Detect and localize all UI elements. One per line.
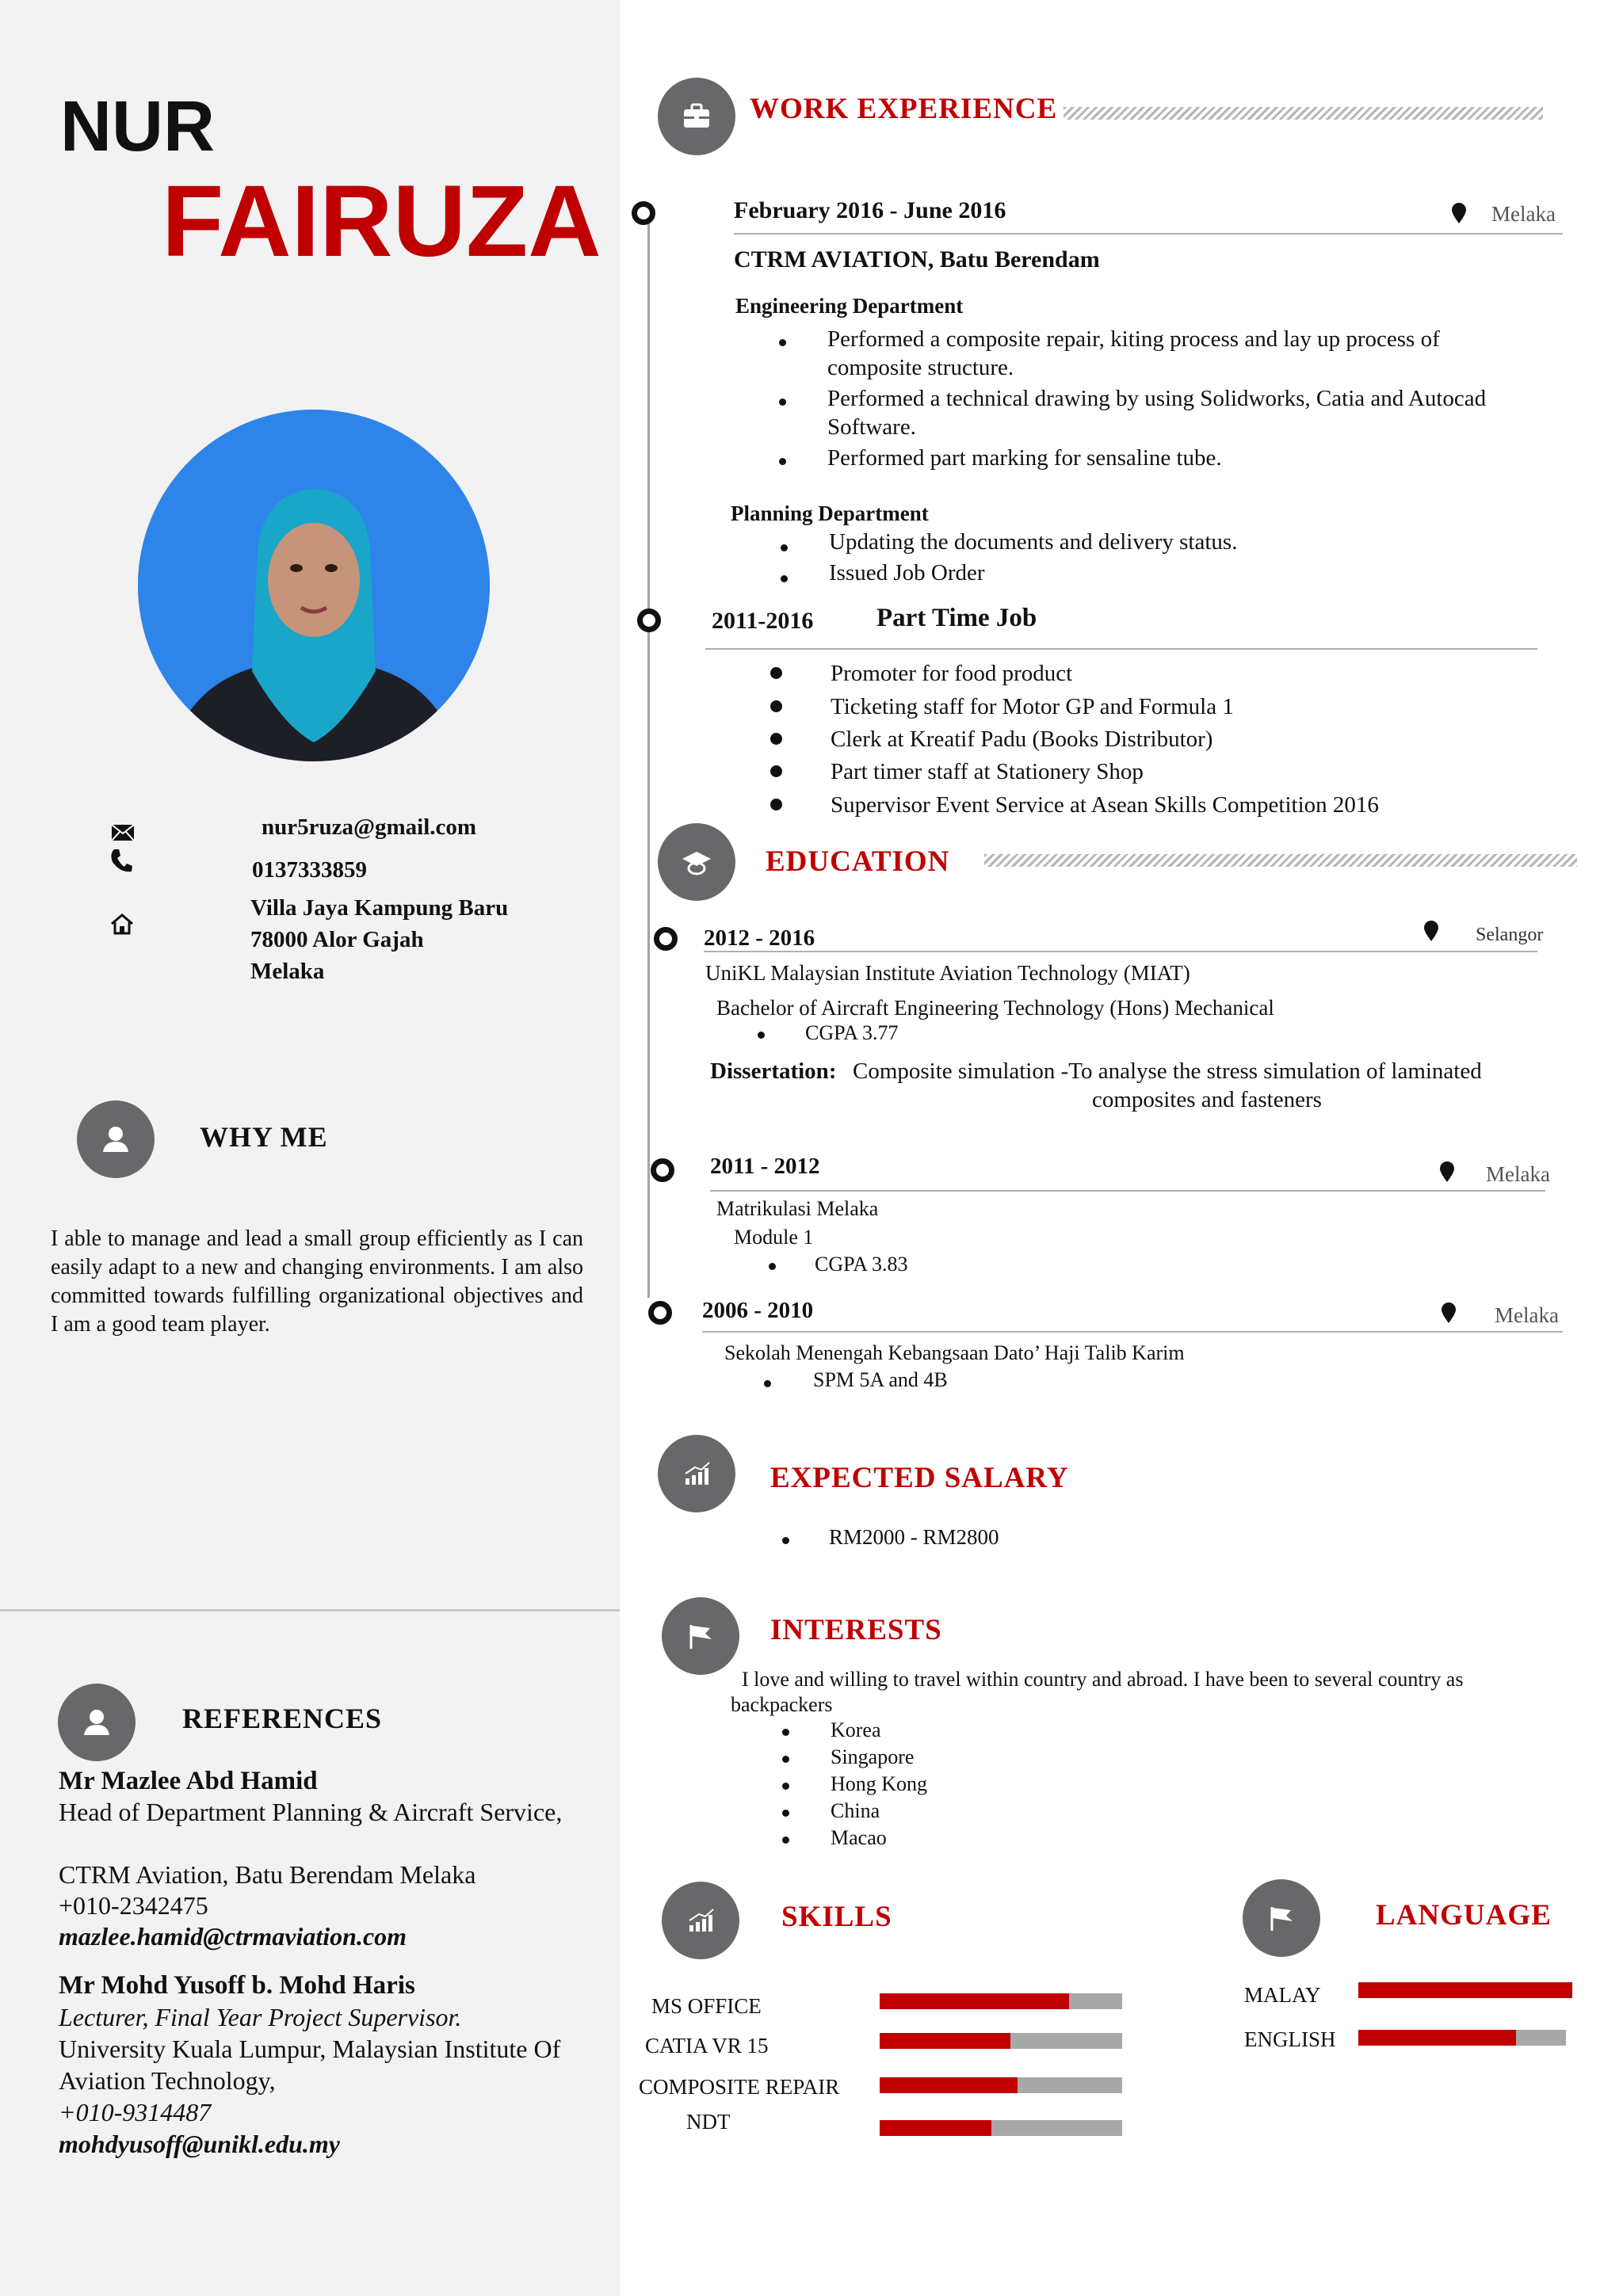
edu1-dissertation-label: Dissertation: [710, 1058, 837, 1084]
education-icon-badge [658, 823, 735, 901]
job1-dept2: Planning Department [731, 502, 929, 525]
bullet [782, 1729, 789, 1736]
job1-dept1-item2: Performed a technical drawing by using Solidworks, Catia and Autocad Software. [827, 386, 1487, 440]
location-pin-icon [1423, 921, 1440, 941]
edu3-result: SPM 5A and 4B [813, 1368, 948, 1391]
contact-address-line1: Villa Jaya Kampung Baru [250, 895, 509, 921]
location-pin-icon [1438, 1161, 1456, 1182]
ref1-name: Mr Mazlee Abd Hamid [59, 1767, 318, 1795]
ref1-role: Head of Department Planning & Aircraft Service, [59, 1798, 563, 1826]
skill-label-1: MS OFFICE [651, 1994, 762, 2018]
bullet [782, 1836, 789, 1844]
user-icon [78, 1703, 116, 1741]
why-me-icon-badge [77, 1100, 155, 1178]
edu1-cgpa: CGPA 3.77 [805, 1021, 899, 1044]
skill-bar-4-fill [880, 2120, 991, 2136]
last-name: FAIRUZA [162, 165, 601, 278]
salary-value: RM2000 - RM2800 [829, 1525, 999, 1549]
contact-address-line2: 78000 Alor Gajah [250, 927, 424, 952]
briefcase-icon [678, 97, 716, 135]
work-icon-badge [658, 78, 735, 155]
bullet [764, 1380, 771, 1387]
job1-rule [734, 233, 1563, 235]
timeline-dot [637, 608, 661, 632]
skills-icon-badge [662, 1882, 739, 1959]
edu2-rule [710, 1190, 1545, 1192]
job2-title: Part Time Job [876, 604, 1037, 632]
skill-bar-2 [880, 2033, 1122, 2049]
edu1-degree: Bachelor of Aircraft Engineering Technology (Hons) Mechanical [716, 996, 1274, 1020]
skill-bar-1-fill [880, 1993, 1069, 2009]
timeline-dot [632, 201, 655, 225]
bullet [782, 1810, 789, 1817]
interest-country-4: China [831, 1799, 880, 1822]
job1-dept2-item1: Updating the documents and delivery status. [829, 529, 1238, 555]
timeline-line [647, 212, 650, 1298]
edu1-dissertation-text2: composites and fasteners [1092, 1087, 1322, 1112]
contact-phone[interactable]: 0137333859 [252, 857, 367, 883]
edu2-school: Matrikulasi Melaka [716, 1197, 879, 1220]
why-me-text: I able to manage and lead a small group efficiently as I can easily adapt to a new and changing environments. I am also committed towards fulfilling organizational objectives and I am a good team player. [51, 1226, 583, 1337]
references-title: REFERENCES [182, 1703, 383, 1734]
growth-chart-icon [682, 1901, 720, 1939]
ref1-email[interactable]: mazlee.hamid@ctrmaviation.com [59, 1922, 407, 1951]
bullet [770, 667, 782, 679]
job1-company: CTRM AVIATION, Batu Berendam [734, 246, 1100, 273]
first-name: NUR [60, 87, 215, 166]
edu3-period: 2006 - 2010 [702, 1298, 814, 1323]
contact-email[interactable]: nur5ruza@gmail.com [262, 814, 477, 840]
edu2-period: 2011 - 2012 [710, 1154, 820, 1179]
interests-line1: I love and willing to travel within country and abroad. I have been to several country as [742, 1668, 1464, 1691]
education-title-rule [984, 854, 1577, 867]
location-pin-icon [1440, 1302, 1457, 1323]
user-icon [97, 1120, 135, 1158]
interests-line2: backpackers [731, 1693, 833, 1716]
ref2-name: Mr Mohd Yusoff b. Mohd Haris [59, 1971, 415, 2000]
edu1-location: Selangor [1476, 925, 1544, 945]
ref2-email[interactable]: mohdyusoff@unikl.edu.my [59, 2130, 340, 2158]
references-icon-badge [58, 1684, 136, 1761]
sidebar-divider [0, 1609, 620, 1611]
person-portrait-icon [138, 410, 490, 761]
edu1-rule [704, 951, 1537, 952]
why-me-title: WHY ME [200, 1121, 328, 1153]
edu2-module: Module 1 [734, 1226, 814, 1249]
skill-bar-3-fill [880, 2077, 1018, 2093]
graduation-cap-icon [678, 843, 716, 881]
salary-title: EXPECTED SALARY [770, 1462, 1069, 1494]
timeline-dot [648, 1301, 672, 1325]
job2-item3: Clerk at Kreatif Padu (Books Distributor) [831, 727, 1213, 752]
job1-dept1: Engineering Department [735, 294, 964, 318]
envelope-icon [111, 824, 135, 841]
education-title: EDUCATION [766, 845, 950, 878]
phone-icon [109, 848, 133, 873]
flag-icon [682, 1617, 720, 1655]
edu1-period: 2012 - 2016 [704, 925, 815, 951]
work-title-rule [1064, 107, 1543, 120]
bullet [779, 399, 786, 406]
language-bar-2-fill [1358, 2030, 1516, 2046]
bullet [769, 1263, 776, 1270]
ref1-phone: +010-2342475 [59, 1891, 208, 1920]
interests-title: INTERESTS [770, 1614, 942, 1646]
language-bar-1-fill [1358, 1982, 1572, 1998]
bullet [779, 458, 786, 465]
growth-chart-icon [678, 1455, 716, 1493]
interest-country-2: Singapore [831, 1745, 915, 1768]
skill-bar-4 [880, 2120, 1122, 2136]
edu3-rule [702, 1331, 1563, 1333]
edu1-school: UniKL Malaysian Institute Aviation Technology (MIAT) [705, 961, 1190, 985]
edu2-location: Melaka [1486, 1162, 1550, 1186]
language-label-1: MALAY [1244, 1983, 1321, 2007]
profile-photo [138, 410, 490, 761]
interests-icon-badge [662, 1597, 739, 1675]
skills-title: SKILLS [781, 1901, 892, 1933]
flag-icon [1262, 1899, 1300, 1937]
bullet [770, 799, 782, 810]
timeline-dot [654, 927, 678, 951]
language-bar-1 [1358, 1982, 1572, 1998]
interest-country-1: Korea [831, 1718, 881, 1741]
job2-item4: Part timer staff at Stationery Shop [831, 759, 1144, 784]
job1-dept1-item1: Performed a composite repair, kiting process and lay up process of composite structure. [827, 326, 1440, 380]
bullet [770, 700, 782, 712]
skill-bar-1 [880, 1993, 1122, 2009]
edu3-school: Sekolah Menengah Kebangsaan Dato’ Haji Talib Karim [724, 1341, 1185, 1364]
skill-label-4: NDT [686, 2110, 731, 2134]
skill-label-2: CATIA VR 15 [645, 2034, 769, 2058]
job1-period: February 2016 - June 2016 [734, 197, 1006, 223]
language-bar-2 [1358, 2030, 1566, 2046]
location-pin-icon [1450, 203, 1468, 223]
edu2-cgpa: CGPA 3.83 [815, 1253, 908, 1276]
job2-period: 2011-2016 [712, 608, 814, 634]
job2-item2: Ticketing staff for Motor GP and Formula 1 [831, 694, 1234, 719]
skill-label-3: COMPOSITE REPAIR [639, 2075, 840, 2099]
job2-item5: Supervisor Event Service at Asean Skills Competition 2016 [831, 792, 1379, 818]
ref1-org: CTRM Aviation, Batu Berendam Melaka [59, 1860, 476, 1889]
bullet [782, 1783, 789, 1790]
language-label-2: ENGLISH [1244, 2027, 1336, 2051]
ref2-org: University Kuala Lumpur, Malaysian Institute Of Aviation Technology, [59, 2035, 561, 2095]
bullet [770, 765, 782, 777]
contact-address-line3: Melaka [250, 959, 325, 984]
bullet [770, 733, 782, 745]
timeline-dot [651, 1158, 674, 1182]
interest-country-3: Hong Kong [831, 1772, 928, 1795]
bullet [781, 544, 788, 551]
bullet [781, 575, 788, 582]
job1-dept1-item3: Performed part marking for sensaline tube. [827, 445, 1222, 471]
job1-location: Melaka [1491, 202, 1556, 226]
home-icon [109, 913, 135, 935]
language-title: LANGUAGE [1376, 1899, 1552, 1932]
interest-country-5: Macao [831, 1826, 887, 1849]
skill-bar-2-fill [880, 2033, 1010, 2049]
job2-rule [705, 648, 1537, 650]
ref2-role: Lecturer, Final Year Project Supervisor. [59, 2003, 462, 2031]
salary-icon-badge [658, 1435, 735, 1512]
language-icon-badge [1243, 1879, 1320, 1957]
job1-dept2-item2: Issued Job Order [829, 560, 985, 585]
job2-item1: Promoter for food product [831, 661, 1073, 686]
bullet [758, 1032, 765, 1039]
bullet [782, 1756, 789, 1763]
skill-bar-3 [880, 2077, 1122, 2093]
bullet [782, 1537, 789, 1544]
bullet [779, 339, 786, 346]
ref2-phone: +010-9314487 [59, 2098, 212, 2126]
edu1-dissertation-text: Composite simulation -To analyse the stress simulation of laminated [853, 1058, 1482, 1084]
work-title: WORK EXPERIENCE [750, 93, 1058, 125]
edu3-location: Melaka [1495, 1303, 1559, 1327]
